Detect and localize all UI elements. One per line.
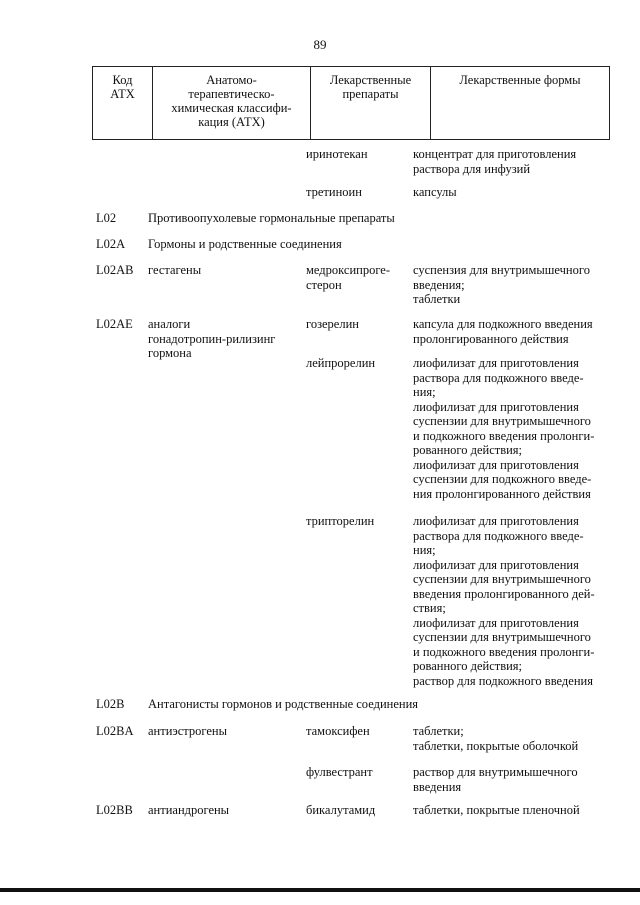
header-classification: Анатомо- терапевтическо- химическая классифи- кация (АТХ) [153,67,311,140]
form-tamoxifen: таблетки; таблетки, покрытые оболочкой [413,724,579,753]
form-goserelin: капсула для подкожного введения пролонгированного действия [413,317,593,346]
drug-fulvestrant: фулвестрант [306,765,373,779]
name-l02ab: гестагены [148,263,202,277]
header-code: Код АТХ [93,67,153,140]
drug-bicalutamide: бикалутамид [306,803,376,817]
form-fulvestrant: раствор для внутримышечного введения [413,765,578,794]
table-header [92,66,610,140]
drug-tretinoin: третиноин [306,185,362,199]
name-l02ba: антиэстрогены [148,724,228,738]
bottom-rule [0,888,640,892]
drug-leuprorelin: лейпрорелин [306,356,376,370]
form-tretinoin: капсулы [413,185,457,199]
form-bicalutamide: таблетки, покрытые пленочной [413,803,580,817]
name-l02ae: аналоги гонадотропин-рилизинг гормона [148,317,276,360]
code-l02bb: L02BB [96,803,133,817]
drug-tamoxifen: тамоксифен [306,724,370,738]
code-l02b: L02B [96,697,125,711]
code-l02ae: L02AE [96,317,133,331]
form-leuprorelin: лиофилизат для приготовления раствора для подкожного введе- ния; лиофилизат для приготовления суспензии для внутримышечного и подкожного введения пролонги- рованного действия; лиофилизат для приготовления суспензии для подкожного введе- ния пролонгированного действия [413,356,595,501]
drug-medroxyprogesterone: медроксипроге- стерон [306,263,391,292]
code-l02ab: L02AB [96,263,134,277]
header-forms: Лекарственные формы [431,67,610,140]
title-l02b: Антагонисты гормонов и родственные соединения [148,697,419,711]
form-irinotecan: концентрат для приготовления раствора для инфузий [413,147,577,176]
drug-goserelin: гозерелин [306,317,359,331]
code-l02ba: L02BA [96,724,134,738]
title-l02: Противоопухолевые гормональные препараты [148,211,395,225]
code-l02: L02 [96,211,117,225]
title-l02a: Гормоны и родственные соединения [148,237,342,251]
form-triptorelin: лиофилизат для приготовления раствора для подкожного введе- ния; лиофилизат для приготовления суспензии для внутримышечного введения пролонгированного дей- ствия; лиофилизат для приготовления суспензии для внутримышечного и подкожного введения пролонги- рованного действия; раствор для подкожного введения [413,514,595,688]
code-l02a: L02A [96,237,126,251]
page-number: 89 [313,37,327,52]
drug-triptorelin: трипторелин [306,514,375,528]
name-l02bb: антиандрогены [148,803,230,817]
form-medroxyprogesterone: суспензия для внутримышечного введения; таблетки [413,263,590,306]
header-drugs: Лекарственные препараты [311,67,431,140]
drug-irinotecan: иринотекан [306,147,368,161]
